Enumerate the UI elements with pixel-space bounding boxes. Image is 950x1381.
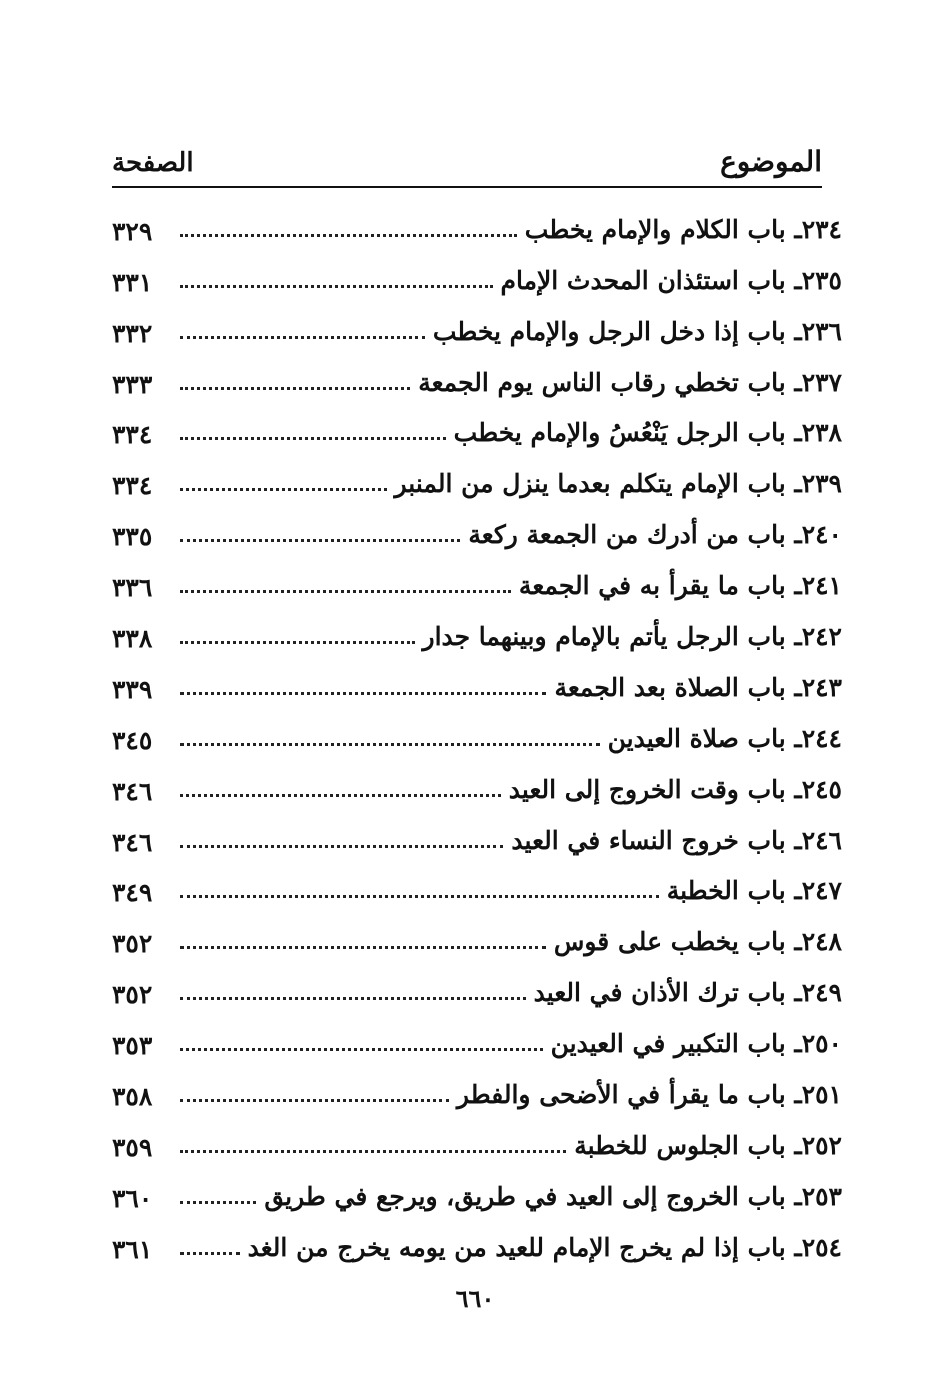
toc-entry-title: ٢٤٨ـ باب يخطب على قوس [553, 927, 842, 957]
toc-entry-title: ٢٤٦ـ باب خروج النساء في العيد [511, 825, 842, 855]
dot-leader [180, 997, 526, 1000]
toc-entry [112, 459, 842, 510]
dot-leader [180, 1201, 256, 1204]
dot-leader [180, 488, 387, 491]
toc-entry-page: ٣٣٩ [112, 674, 153, 704]
toc-entry [112, 663, 842, 714]
toc-entry [112, 765, 842, 816]
toc-entry-title: ٢٤٩ـ باب ترك الأذان في العيد [533, 978, 842, 1008]
toc-entry [112, 867, 842, 918]
page-number: ٦٦٠ [455, 1284, 495, 1313]
toc-entry [112, 1223, 842, 1274]
toc-entry [112, 256, 842, 307]
toc-entry-page: ٣٥٢ [112, 929, 153, 959]
toc-entry-title: ٢٣٥ـ باب استئذان المحدث الإمام [500, 265, 842, 295]
toc-entry-page: ٣٣٤ [112, 471, 153, 501]
toc-entry-page: ٣٣٣ [112, 369, 153, 399]
dot-leader [180, 743, 600, 746]
dot-leader [180, 692, 546, 695]
toc-entry-title: ٢٥١ـ باب ما يقرأ في الأضحى والفطر [456, 1080, 842, 1110]
toc-entry-title: ٢٥٢ـ باب الجلوس للخطبة [574, 1130, 842, 1160]
toc-entry-title: ٢٤٣ـ باب الصلاة بعد الجمعة [554, 672, 842, 702]
toc-entry-page: ٣٥٣ [112, 1031, 153, 1061]
toc-entry-page: ٣٤٦ [112, 776, 153, 806]
toc-entry-page: ٣٢٩ [112, 216, 153, 246]
dot-leader [180, 590, 511, 593]
dot-leader [180, 895, 659, 898]
dot-leader [180, 539, 460, 542]
toc-entry-title: ٢٣٧ـ باب تخطي رقاب الناس يوم الجمعة [418, 367, 842, 397]
toc-entry [112, 612, 842, 663]
topic-column-label: الموضوع [720, 145, 822, 178]
toc-entry-page: ٣٣٤ [112, 420, 153, 450]
toc-entry-page: ٣٦٠ [112, 1183, 153, 1213]
toc-entry [112, 1121, 842, 1172]
toc-entry-title: ٢٤١ـ باب ما يقرأ به في الجمعة [518, 571, 842, 601]
toc-entry-page: ٣٤٦ [112, 827, 153, 857]
toc-entry [112, 968, 842, 1019]
dot-leader [180, 1048, 543, 1051]
toc-header [112, 140, 822, 188]
toc-entry-page: ٣٥٩ [112, 1132, 153, 1162]
toc-entry-title: ٢٣٨ـ باب الرجل يَنْعُسُ والإمام يخطب [453, 418, 842, 448]
dot-leader [180, 1099, 449, 1102]
toc-entry-title: ٢٣٤ـ باب الكلام والإمام يخطب [524, 214, 842, 244]
toc-entry [112, 1172, 842, 1223]
dot-leader [180, 641, 415, 644]
dot-leader [180, 946, 546, 949]
toc-entry-title: ٢٥٠ـ باب التكبير في العيدين [550, 1029, 842, 1059]
toc-entry [112, 1019, 842, 1070]
toc-entry [112, 714, 842, 765]
toc-entry-page: ٣٤٩ [112, 878, 153, 908]
dot-leader [180, 794, 501, 797]
toc-entry-title: ٢٣٦ـ باب إذا دخل الرجل والإمام يخطب [432, 316, 842, 346]
toc-entry [112, 205, 842, 256]
toc-entry-title: ٢٥٤ـ باب إذا لم يخرج الإمام للعيد من يومه يخرج من الغد [247, 1232, 842, 1262]
dot-leader [180, 1252, 240, 1255]
toc-entry-page: ٣٦١ [112, 1234, 153, 1264]
toc-entry-title: ٢٤٧ـ باب الخطبة [666, 876, 842, 906]
toc-entry-title: ٢٤٢ـ باب الرجل يأتم بالإمام وبينهما جدار [422, 622, 842, 652]
toc-entry-title: ٢٥٣ـ باب الخروج إلى العيد في طريق، ويرجع في طريق [264, 1181, 842, 1211]
toc-entry-page: ٣٣١ [112, 267, 153, 297]
toc-entry-page: ٣٥٢ [112, 980, 153, 1010]
toc-entry-title: ٢٤٥ـ باب وقت الخروج إلى العيد [508, 774, 842, 804]
toc-entry-title: ٢٤٤ـ باب صلاة العيدين [607, 723, 842, 753]
dot-leader [180, 845, 503, 848]
page-column-label: الصفحة [112, 148, 194, 178]
table-of-contents [112, 205, 842, 1274]
toc-entry [112, 561, 842, 612]
toc-entry-page: ٣٥٨ [112, 1082, 153, 1112]
toc-entry [112, 917, 842, 968]
toc-entry-page: ٣٣٢ [112, 318, 153, 348]
toc-entry [112, 510, 842, 561]
dot-leader [180, 387, 410, 390]
toc-entry [112, 307, 842, 358]
toc-entry [112, 816, 842, 867]
dot-leader [180, 234, 517, 237]
toc-entry-title: ٢٤٠ـ باب من أدرك من الجمعة ركعة [468, 520, 842, 550]
toc-entry [112, 409, 842, 460]
dot-leader [180, 437, 446, 440]
toc-entry [112, 358, 842, 409]
dot-leader [180, 336, 425, 339]
toc-entry-page: ٣٣٦ [112, 573, 153, 603]
toc-entry-page: ٣٣٥ [112, 522, 153, 552]
toc-entry-title: ٢٣٩ـ باب الإمام يتكلم بعدما ينزل من المنبر [394, 469, 842, 499]
toc-entry [112, 1070, 842, 1121]
dot-leader [180, 1150, 566, 1153]
dot-leader [180, 285, 493, 288]
toc-entry-page: ٣٤٥ [112, 725, 153, 755]
toc-entry-page: ٣٣٨ [112, 624, 153, 654]
